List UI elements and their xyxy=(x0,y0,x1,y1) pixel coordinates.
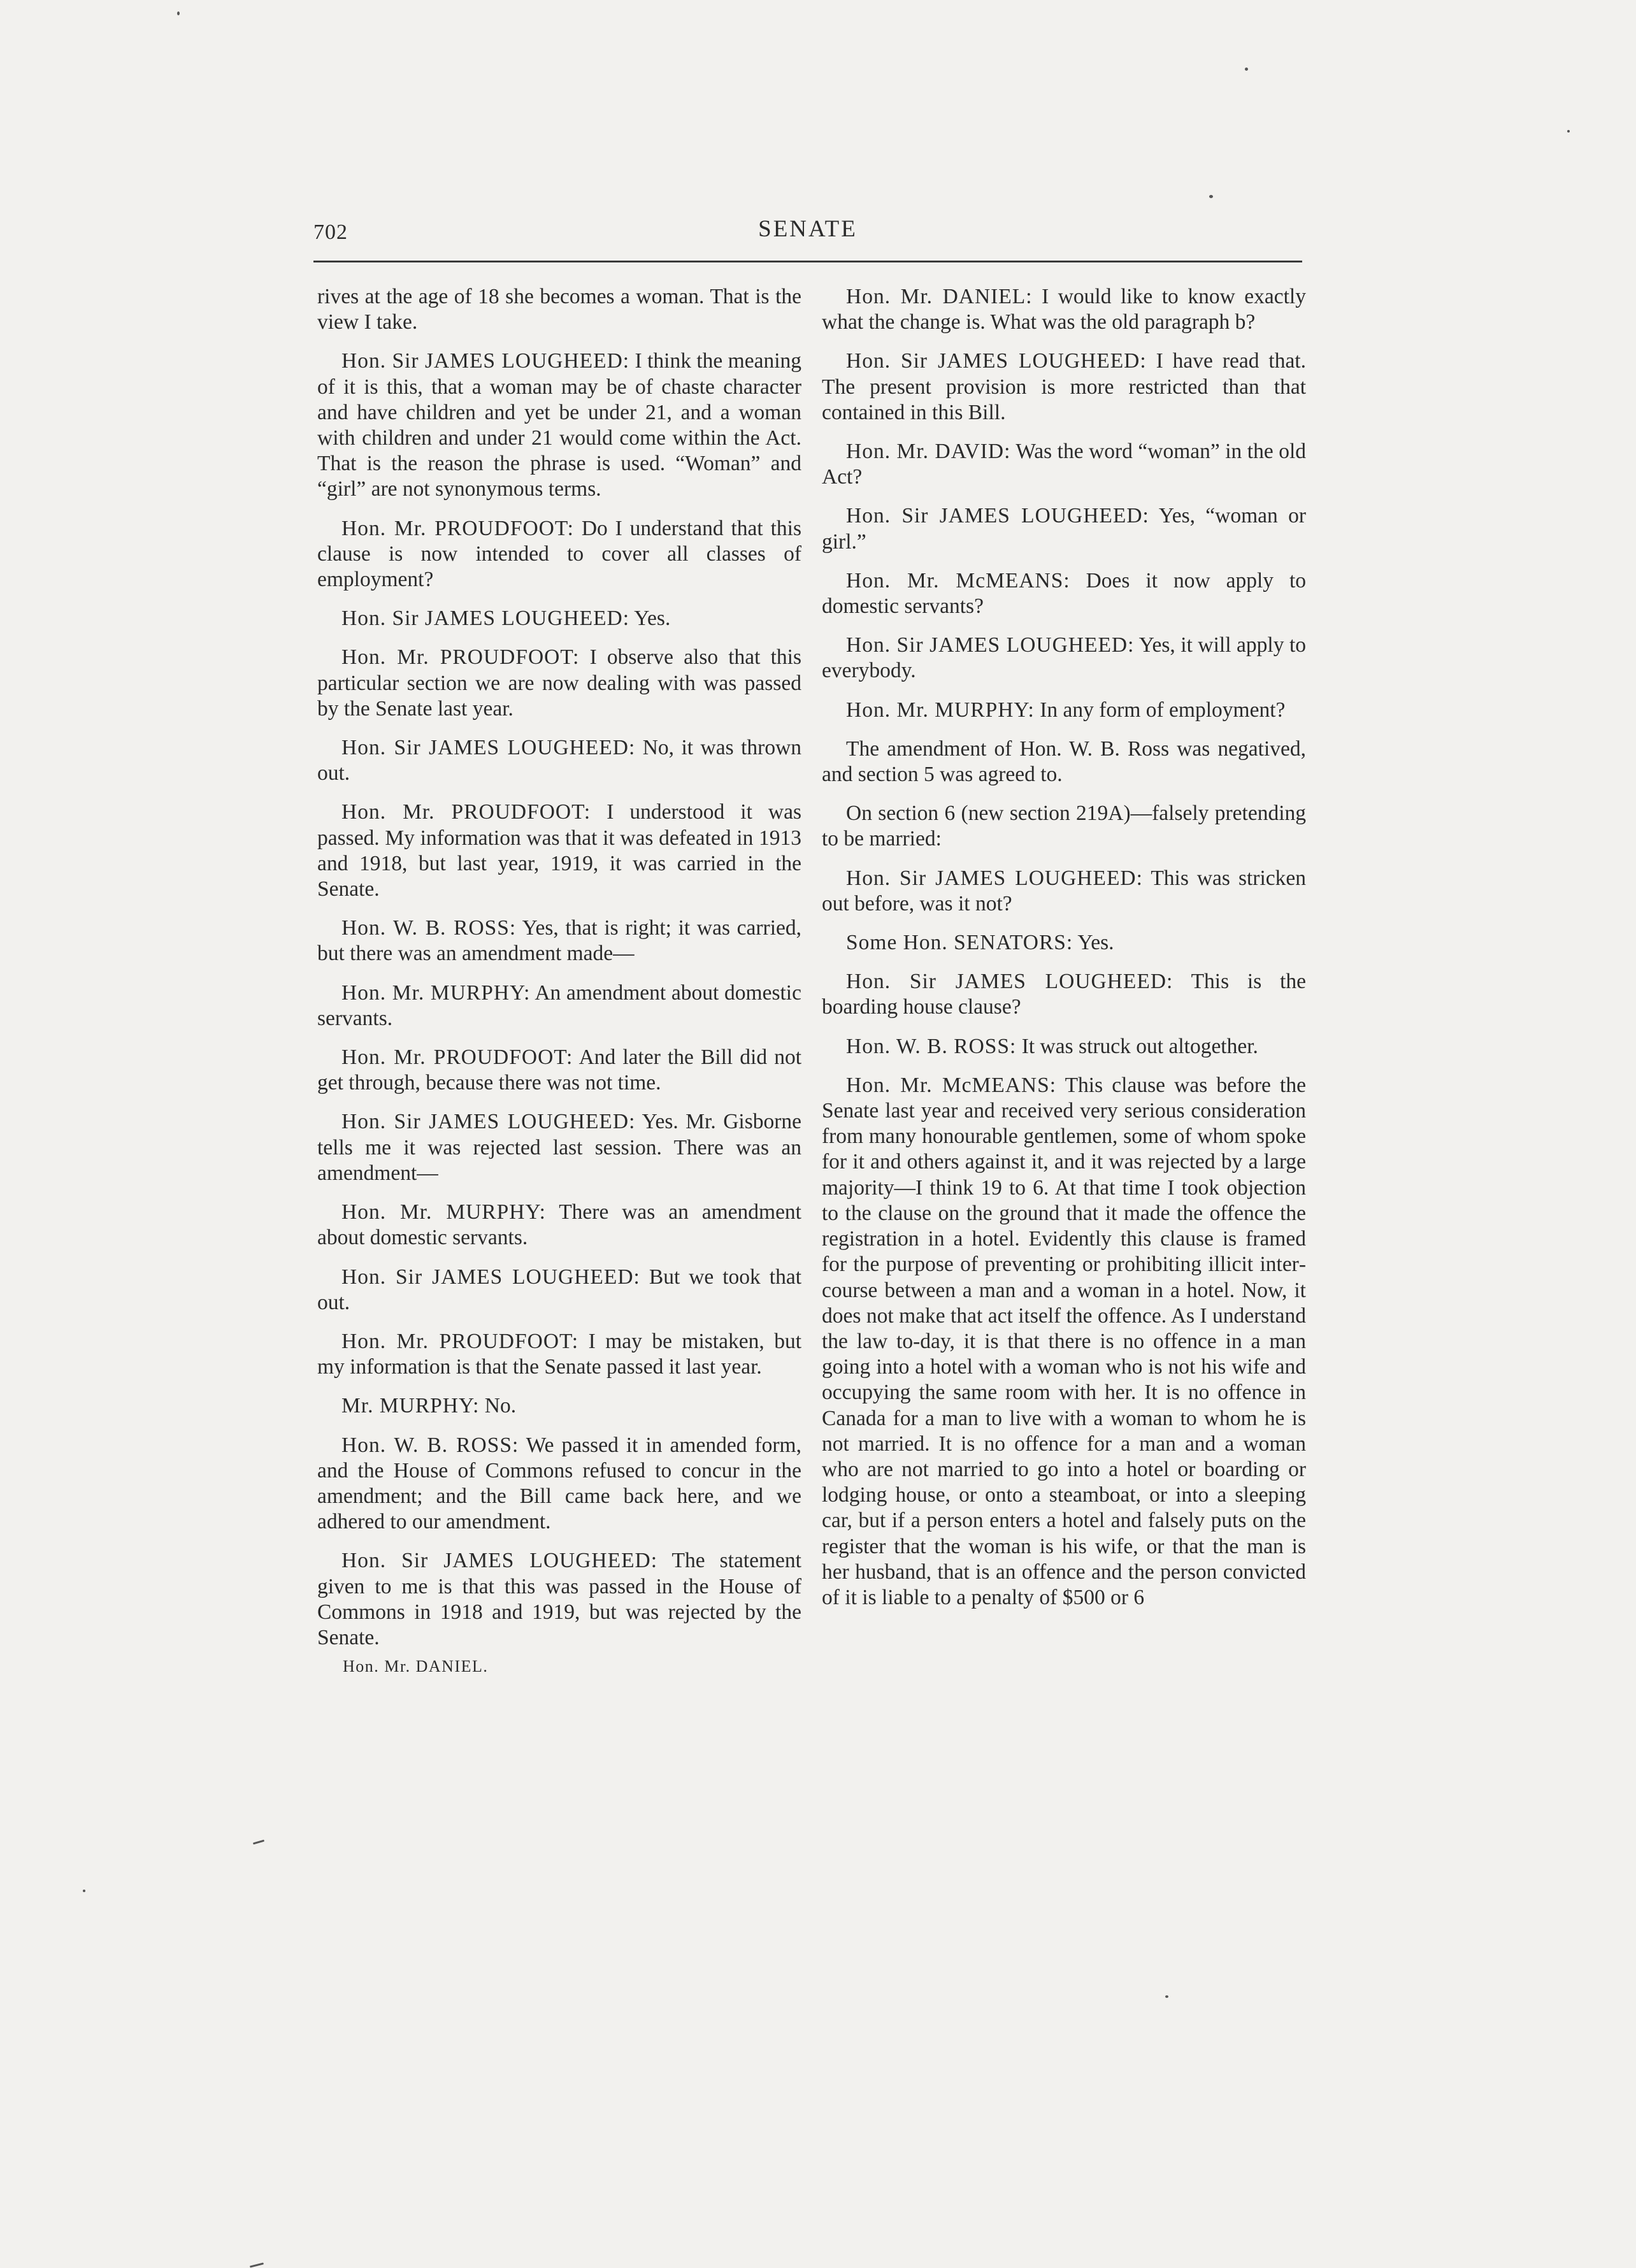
paragraph-text: This was stricken out before, was it not? xyxy=(822,866,1306,915)
speaker-name: Hon. Sir JAMES LOUGHEED: xyxy=(846,866,1143,890)
paragraph-text: I understood it was passed. My information was that it was defeated in 1913 and 1918, but last year, 1919, it was carried in the Senate. xyxy=(317,800,802,901)
paragraph xyxy=(317,1265,801,1316)
speaker-name: Hon. Sir JAMES LOUGHEED: xyxy=(341,349,630,373)
paragraph xyxy=(317,1393,801,1419)
paragraph xyxy=(317,284,801,335)
speaker-name: Hon. Sir JAMES LOUGHEED: xyxy=(341,736,636,760)
paragraph-text: rives at the age of 18 she becomes a woman. That is the view I take. xyxy=(317,285,801,334)
paragraph xyxy=(822,1073,1306,1611)
paragraph-text: An amendment about domestic servants. xyxy=(317,980,801,1030)
paragraph-text: Yes, “woman or girl.” xyxy=(822,504,1306,554)
paragraph-text: We passed it in amended form, and the House of Commons refused to concur in the amendment; and the Bill came back here, and we adhered to our amendment. xyxy=(317,1433,801,1534)
paragraph xyxy=(822,633,1306,684)
paragraph xyxy=(822,736,1306,787)
speaker-name: Hon. Sir JAMES LOUGHEED: xyxy=(846,504,1149,528)
paragraph xyxy=(822,568,1306,619)
speaker-name: Hon. Mr. PROUDFOOT: xyxy=(341,1045,573,1070)
paragraph xyxy=(822,439,1306,490)
paragraph-text: No, it was thrown out. xyxy=(317,736,802,786)
paragraph xyxy=(822,284,1306,335)
speaker-name: Hon. Sir JAMES LOUGHEED: xyxy=(341,606,630,631)
scan-speck xyxy=(1567,130,1570,133)
paragraph-text: I observe also that this particular section we are now dealing with was passed by the Senate last year. xyxy=(317,645,801,721)
paragraph-text: In any form of employment? xyxy=(1040,698,1286,722)
paragraph-text: Does it now apply to domestic servants? xyxy=(822,568,1307,619)
catchword: Hon. Mr. DANIEL. xyxy=(343,1657,489,1676)
paragraph xyxy=(317,800,801,902)
speaker-name: Hon. Mr. MURPHY: xyxy=(341,1200,546,1224)
paragraph xyxy=(822,969,1306,1020)
page-header xyxy=(313,215,1302,266)
paragraph xyxy=(822,348,1306,426)
paragraph-text: There was an amendment about domestic servants. xyxy=(317,1200,801,1250)
scan-speck xyxy=(250,2262,264,2267)
paragraph-text: I may be mistaken, but my information is that the Senate passed it last year. xyxy=(317,1329,801,1379)
paragraph-text: No. xyxy=(484,1394,517,1418)
paragraph-text: I would like to know exactly what the change is. What was the old paragraph b? xyxy=(822,285,1306,334)
paragraph xyxy=(317,1548,801,1651)
paragraph-text: Yes. xyxy=(1077,931,1114,955)
left-column xyxy=(317,284,801,1677)
paragraph-text: This is the boarding house clause? xyxy=(822,970,1306,1019)
paragraph-text: And later the Bill did not get through, because there was not time. xyxy=(317,1045,801,1095)
paragraph xyxy=(317,348,801,502)
paragraph xyxy=(317,1045,801,1096)
paragraph xyxy=(317,1433,801,1535)
speaker-name: Hon. Mr. DAVID: xyxy=(846,440,1011,464)
speaker-name: Hon. Sir JAMES LOUGHEED: xyxy=(341,1110,636,1134)
page-number: 702 xyxy=(313,220,348,244)
paragraph-text: I have read that. The present provision is more restricted than that contained in this Bill. xyxy=(822,349,1307,424)
scan-speck xyxy=(177,11,180,15)
speaker-name: Hon. Mr. PROUDFOOT: xyxy=(341,800,591,824)
speaker-name: Hon. Mr. DANIEL: xyxy=(846,285,1033,308)
paragraph xyxy=(317,1329,801,1380)
paragraph-text: I think the meaning of it is this, that a woman may be of chaste character and have children and yet be under 21, and a woman with children and under 21 would come within the Act. That is the reason the phrase is used. “Woman” and “girl” are not synonymous terms. xyxy=(317,349,802,501)
speaker-name: Hon. Sir JAMES LOUGHEED: xyxy=(341,1265,640,1289)
speaker-name: Hon. Mr. PROUDFOOT: xyxy=(341,645,580,670)
speaker-name: Hon. W. B. ROSS: xyxy=(846,1034,1017,1058)
paragraph-text: Do I understand that this clause is now intended to cover all classes of employment? xyxy=(317,516,801,592)
paragraph-text: Yes, it will apply to everybody. xyxy=(822,633,1306,683)
paragraph-text: Was the word “woman” in the old Act? xyxy=(822,440,1307,489)
paragraph xyxy=(317,1200,801,1251)
paragraph xyxy=(317,516,801,593)
header-rule xyxy=(313,261,1302,262)
paragraph xyxy=(822,698,1306,723)
paragraph xyxy=(822,866,1306,917)
speaker-name: Hon. Mr. PROUDFOOT: xyxy=(341,516,574,540)
paragraph xyxy=(317,915,801,966)
paragraph-text: Yes, that is right; it was carried, but there was an amendment made— xyxy=(317,916,801,966)
scan-speck xyxy=(1165,1995,1168,1998)
paragraph-text: The amendment of Hon. W. B. Ross was negatived, and section 5 was agreed to. xyxy=(822,736,1306,787)
paragraph xyxy=(317,1109,801,1186)
paragraph xyxy=(822,930,1306,956)
paragraph xyxy=(317,645,801,722)
paragraph-text: Yes. Mr. Gisborne tells me it was rejected last session. There was an amendment— xyxy=(317,1110,802,1185)
paragraph-text: On section 6 (new section 219A)—falsely pretending to be married: xyxy=(822,801,1306,851)
running-head: SENATE xyxy=(758,216,857,242)
speaker-name: Some Hon. SENATORS: xyxy=(846,931,1073,955)
paragraph-text: Yes. xyxy=(634,606,671,631)
paragraph xyxy=(317,735,801,786)
paragraph xyxy=(317,606,801,631)
scan-speck xyxy=(1245,68,1248,71)
paragraph xyxy=(822,801,1306,852)
speaker-name: Hon. Mr. McMEANS: xyxy=(846,1073,1057,1097)
scan-speck xyxy=(253,1840,264,1845)
paragraph xyxy=(822,1034,1306,1059)
speaker-name: Mr. MURPHY: xyxy=(341,1394,480,1418)
speaker-name: Hon. Mr. PROUDFOOT: xyxy=(341,1329,579,1353)
speaker-name: Hon. W. B. ROSS: xyxy=(341,1433,519,1457)
speaker-name: Hon. Sir JAMES LOUGHEED: xyxy=(846,349,1147,373)
speaker-name: Hon. Sir JAMES LOUGHEED: xyxy=(846,970,1173,994)
speaker-name: Hon. Sir JAMES LOUGHEED: xyxy=(341,1549,658,1573)
paragraph-text: The statement given to me is that this was passed in the House of Commons in 1918 and 1919, but was rejected by the Senate. xyxy=(317,1549,801,1649)
paragraph-text: But we took that out. xyxy=(317,1265,802,1314)
paragraph-text: This clause was before the Senate last year and received very serious consideration from many honourable gentlemen, some of whom spoke for it and others against it, and it was rejected by a large majority—I think 19 to 6. At that time I took objection to the clause on the ground that it made the offence the registration in a hotel. Evidently this clause is framed for the purpose of preventing or prohibiting illicit intercourse between a man and a woman in a hotel. Now, it does not make that act itself the offence. As I understand the law to-day, it is that there is no offence in a man going into a hotel with a woman who is not his wife and occupying the same room with her. It is no offence in Canada for a man to live with a woman to whom he is not married. It is no offence for a man and a woman who are not married to go into a hotel or boarding or lodging house, or onto a steamboat, or into a sleeping car, but if a person enters a hotel and falsely puts on the register that the woman is his wife, or that the man is her husband, that is an offence and the person convicted of it is liable to a penalty of $500 or 6 xyxy=(822,1073,1306,1609)
paragraph-text: It was struck out altogether. xyxy=(1021,1034,1258,1058)
paragraph xyxy=(822,503,1306,554)
speaker-name: Hon. Mr. McMEANS: xyxy=(846,568,1070,592)
paragraph xyxy=(317,980,801,1031)
speaker-name: Hon. Mr. MURPHY: xyxy=(846,698,1035,722)
speaker-name: Hon. Sir JAMES LOUGHEED: xyxy=(846,633,1135,657)
scan-speck xyxy=(83,1890,85,1892)
speaker-name: Hon. Mr. MURPHY: xyxy=(341,980,531,1005)
right-column xyxy=(822,284,1306,1624)
scan-speck xyxy=(1209,195,1213,198)
speaker-name: Hon. W. B. ROSS: xyxy=(341,916,517,940)
